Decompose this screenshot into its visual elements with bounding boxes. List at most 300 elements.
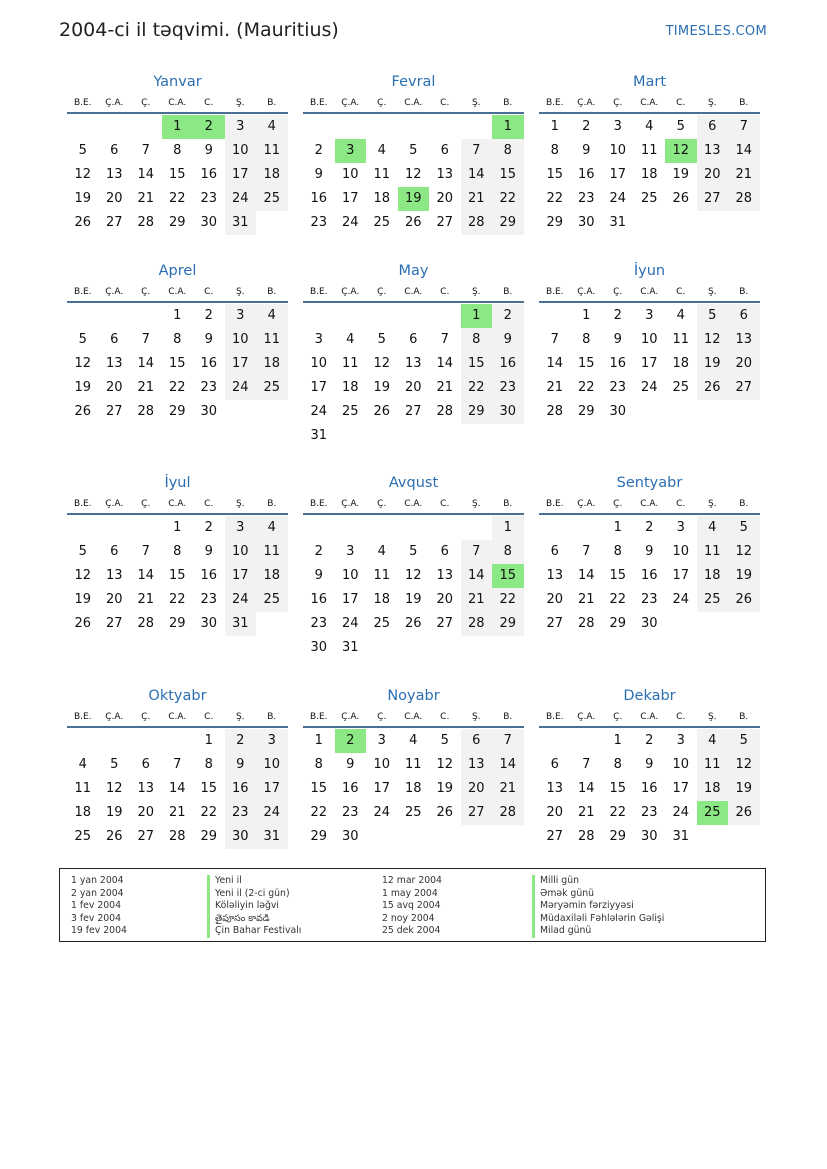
day-cell: 26: [672, 191, 690, 206]
day-cell: 19: [74, 191, 92, 206]
day-cell: 13: [137, 781, 155, 796]
day-cell: 25: [341, 404, 359, 419]
weekday-label: C.A.: [640, 287, 659, 297]
holiday-legend: [59, 868, 766, 942]
legend-date: 2 noy 2004: [382, 912, 435, 924]
day-cell: 12: [404, 568, 422, 583]
day-cell: 9: [204, 332, 213, 347]
day-cell: 17: [225, 163, 257, 187]
empty-cell: [335, 304, 367, 328]
day-grid: [539, 729, 760, 849]
day-cell: 30: [225, 825, 257, 849]
empty-cell: [398, 825, 430, 849]
day-cell: 21: [168, 805, 186, 820]
day-cell: 23: [310, 616, 328, 631]
day-cell: 30: [310, 640, 328, 655]
day-cell: 29: [168, 616, 186, 631]
day-cell: 7: [582, 757, 591, 772]
empty-cell: [256, 211, 288, 235]
day-cell: 3: [335, 139, 367, 163]
day-cell: 26: [436, 805, 454, 820]
weekday-label: Ç.: [613, 287, 623, 297]
weekday-header: [67, 710, 288, 728]
empty-cell: [67, 516, 99, 540]
day-cell: 9: [204, 143, 213, 158]
weekday-label: Ç.A.: [577, 499, 596, 509]
day-cell: 3: [314, 332, 323, 347]
day-cell: 16: [577, 167, 595, 182]
empty-cell: [728, 825, 760, 849]
day-cell: 3: [225, 516, 257, 540]
day-cell: 26: [728, 588, 760, 612]
weekday-label: Ş.: [471, 98, 481, 108]
empty-cell: [398, 304, 430, 328]
weekday-label: Ç.: [141, 287, 151, 297]
day-cell: 18: [74, 805, 92, 820]
day-cell: 11: [74, 781, 92, 796]
day-cell: 31: [225, 612, 257, 636]
month-6: [67, 473, 288, 636]
day-cell: 19: [398, 187, 430, 211]
day-cell: 27: [105, 616, 123, 631]
day-cell: 15: [492, 163, 524, 187]
day-cell: 26: [105, 829, 123, 844]
day-cell: 28: [492, 801, 524, 825]
day-cell: 20: [105, 191, 123, 206]
day-cell: 18: [256, 564, 288, 588]
day-cell: 19: [697, 352, 729, 376]
day-cell: 27: [461, 801, 493, 825]
day-cell: 2: [193, 115, 225, 139]
month-3: [67, 261, 288, 424]
day-cell: 18: [256, 163, 288, 187]
day-cell: 12: [373, 356, 391, 371]
weekday-label: C.: [676, 287, 686, 297]
day-cell: 19: [404, 592, 422, 607]
day-cell: 21: [137, 191, 155, 206]
empty-cell: [728, 612, 760, 636]
weekday-label: C.: [676, 98, 686, 108]
day-cell: 1: [314, 733, 323, 748]
empty-cell: [461, 516, 493, 540]
month-name: Dekabr: [623, 688, 676, 704]
day-cell: 5: [78, 143, 87, 158]
day-cell: 3: [256, 729, 288, 753]
day-cell: 16: [492, 352, 524, 376]
weekday-label: B.: [267, 712, 277, 722]
day-cell: 4: [377, 143, 386, 158]
weekday-label: Ş.: [707, 287, 717, 297]
day-cell: 21: [436, 380, 454, 395]
legend-holiday-name: Milad günü: [532, 925, 591, 938]
day-cell: 18: [404, 781, 422, 796]
empty-cell: [461, 825, 493, 849]
day-cell: 18: [672, 356, 690, 371]
legend-date: 1 may 2004: [382, 887, 438, 899]
day-cell: 20: [404, 380, 422, 395]
weekday-label: Ç.: [613, 499, 623, 509]
day-cell: 30: [609, 404, 627, 419]
day-cell: 2: [314, 544, 323, 559]
day-cell: 9: [225, 753, 257, 777]
day-cell: 22: [200, 805, 218, 820]
day-cell: 25: [640, 191, 658, 206]
day-cell: 29: [577, 404, 595, 419]
day-cell: 10: [672, 544, 690, 559]
empty-cell: [256, 400, 288, 424]
day-cell: 19: [74, 380, 92, 395]
day-cell: 16: [640, 568, 658, 583]
weekday-label: B.E.: [73, 287, 92, 297]
legend-holiday-name: Köləliyin ləğvi: [207, 900, 279, 913]
day-cell: 6: [728, 304, 760, 328]
day-cell: 4: [697, 729, 729, 753]
day-cell: 10: [256, 753, 288, 777]
legend-holiday-name: Yeni il (2-ci gün): [207, 888, 290, 901]
weekday-label: C.: [676, 712, 686, 722]
day-cell: 27: [546, 829, 564, 844]
month-10: [303, 686, 524, 849]
empty-cell: [366, 636, 398, 660]
day-cell: 21: [492, 777, 524, 801]
weekday-label: B.: [267, 98, 277, 108]
day-cell: 7: [141, 332, 150, 347]
weekday-header: [67, 497, 288, 515]
day-cell: 11: [672, 332, 690, 347]
empty-cell: [697, 612, 729, 636]
day-cell: 20: [137, 805, 155, 820]
day-cell: 25: [74, 829, 92, 844]
day-cell: 20: [105, 592, 123, 607]
weekday-label: C.: [440, 712, 450, 722]
day-cell: 28: [168, 829, 186, 844]
day-cell: 8: [314, 757, 323, 772]
empty-cell: [398, 516, 430, 540]
empty-cell: [697, 400, 729, 424]
day-cell: 25: [404, 805, 422, 820]
day-cell: 15: [168, 568, 186, 583]
day-cell: 26: [697, 376, 729, 400]
day-cell: 5: [409, 143, 418, 158]
day-cell: 25: [697, 588, 729, 612]
empty-cell: [429, 424, 461, 448]
weekday-label: Ç.A.: [105, 98, 124, 108]
day-cell: 4: [645, 119, 654, 134]
day-grid: [539, 516, 760, 636]
day-cell: 12: [105, 781, 123, 796]
weekday-label: B.: [739, 287, 749, 297]
weekday-label: Ç.A.: [105, 287, 124, 297]
day-cell: 14: [728, 139, 760, 163]
day-grid: [539, 115, 760, 235]
day-cell: 16: [609, 356, 627, 371]
day-cell: 4: [697, 516, 729, 540]
empty-cell: [99, 729, 131, 753]
month-4: [303, 261, 524, 448]
day-cell: 5: [110, 757, 119, 772]
day-cell: 12: [665, 139, 697, 163]
day-cell: 27: [105, 404, 123, 419]
day-cell: 10: [225, 139, 257, 163]
day-cell: 28: [137, 616, 155, 631]
weekday-header: [303, 710, 524, 728]
day-cell: 25: [672, 380, 690, 395]
month-name: İyul: [164, 475, 191, 491]
empty-cell: [366, 424, 398, 448]
weekday-label: Ç.A.: [577, 712, 596, 722]
weekday-label: Ş.: [235, 98, 245, 108]
day-cell: 29: [168, 215, 186, 230]
day-cell: 3: [377, 733, 386, 748]
weekday-label: Ş.: [235, 287, 245, 297]
day-cell: 1: [613, 520, 622, 535]
day-cell: 18: [341, 380, 359, 395]
month-2: [539, 72, 760, 235]
weekday-label: C.A.: [168, 287, 187, 297]
day-cell: 10: [341, 568, 359, 583]
month-1: [303, 72, 524, 235]
weekday-label: Ş.: [707, 98, 717, 108]
weekday-label: C.A.: [640, 712, 659, 722]
day-cell: 10: [373, 757, 391, 772]
weekday-label: C.: [440, 98, 450, 108]
empty-cell: [429, 825, 461, 849]
day-cell: 22: [461, 376, 493, 400]
weekday-label: B.E.: [545, 98, 564, 108]
empty-cell: [634, 400, 666, 424]
day-cell: 15: [168, 356, 186, 371]
day-cell: 6: [550, 757, 559, 772]
day-cell: 2: [314, 143, 323, 158]
day-cell: 9: [204, 544, 213, 559]
day-cell: 21: [728, 163, 760, 187]
day-grid: [303, 516, 524, 660]
day-cell: 14: [546, 356, 564, 371]
day-cell: 23: [609, 380, 627, 395]
day-cell: 17: [373, 781, 391, 796]
weekday-label: C.: [204, 98, 214, 108]
day-cell: 6: [440, 544, 449, 559]
weekday-label: B.: [739, 712, 749, 722]
day-cell: 7: [492, 729, 524, 753]
day-cell: 29: [609, 829, 627, 844]
day-cell: 8: [173, 143, 182, 158]
weekday-label: B.: [267, 499, 277, 509]
weekday-label: C.A.: [404, 499, 423, 509]
day-cell: 27: [436, 616, 454, 631]
day-cell: 10: [225, 540, 257, 564]
empty-cell: [398, 636, 430, 660]
month-name: Mart: [632, 74, 667, 90]
day-cell: 6: [461, 729, 493, 753]
month-8: [539, 473, 760, 636]
day-cell: 10: [225, 328, 257, 352]
day-cell: 11: [697, 753, 729, 777]
day-cell: 5: [78, 332, 87, 347]
day-cell: 18: [373, 191, 391, 206]
day-cell: 17: [256, 777, 288, 801]
weekday-label: Ç.A.: [341, 499, 360, 509]
month-name: Noyabr: [387, 688, 440, 704]
weekday-label: Ş.: [471, 712, 481, 722]
day-cell: 23: [640, 805, 658, 820]
day-cell: 8: [173, 332, 182, 347]
day-cell: 27: [728, 376, 760, 400]
day-cell: 2: [645, 520, 654, 535]
day-cell: 13: [697, 139, 729, 163]
empty-cell: [130, 115, 162, 139]
month-11: [539, 686, 760, 849]
weekday-label: B.: [739, 499, 749, 509]
day-cell: 4: [256, 304, 288, 328]
legend-holiday-name: Milli gün: [532, 875, 579, 888]
day-cell: 28: [461, 211, 493, 235]
day-cell: 1: [492, 516, 524, 540]
weekday-label: Ş.: [235, 712, 245, 722]
day-cell: 12: [74, 167, 92, 182]
day-cell: 7: [173, 757, 182, 772]
weekday-header: [303, 285, 524, 303]
day-cell: 7: [582, 544, 591, 559]
brand-link[interactable]: TIMESLES.COM: [665, 24, 767, 39]
day-cell: 28: [137, 215, 155, 230]
weekday-label: B.: [503, 287, 513, 297]
day-cell: 28: [436, 404, 454, 419]
day-cell: 11: [256, 328, 288, 352]
day-cell: 22: [492, 588, 524, 612]
weekday-header: [67, 96, 288, 114]
day-cell: 5: [409, 544, 418, 559]
month-name: Oktyabr: [148, 688, 207, 704]
day-cell: 22: [168, 380, 186, 395]
weekday-label: Ç.A.: [577, 98, 596, 108]
day-cell: 9: [582, 143, 591, 158]
day-cell: 20: [546, 592, 564, 607]
day-cell: 27: [436, 215, 454, 230]
day-cell: 3: [645, 308, 654, 323]
day-cell: 20: [461, 777, 493, 801]
day-cell: 9: [314, 568, 323, 583]
day-cell: 16: [200, 167, 218, 182]
day-cell: 5: [728, 516, 760, 540]
weekday-label: Ç.: [377, 98, 387, 108]
weekday-label: Ç.A.: [341, 712, 360, 722]
weekday-label: C.: [204, 287, 214, 297]
day-cell: 3: [225, 115, 257, 139]
day-cell: 11: [697, 540, 729, 564]
day-cell: 6: [141, 757, 150, 772]
day-cell: 11: [640, 143, 658, 158]
day-cell: 29: [492, 612, 524, 636]
weekday-header: [539, 96, 760, 114]
day-cell: 6: [440, 143, 449, 158]
day-cell: 30: [640, 829, 658, 844]
day-cell: 12: [74, 356, 92, 371]
empty-cell: [728, 400, 760, 424]
day-cell: 28: [728, 187, 760, 211]
day-cell: 14: [137, 167, 155, 182]
day-cell: 23: [200, 191, 218, 206]
weekday-header: [303, 497, 524, 515]
weekday-label: C.A.: [168, 499, 187, 509]
day-cell: 25: [256, 376, 288, 400]
weekday-label: Ş.: [707, 499, 717, 509]
day-cell: 18: [373, 592, 391, 607]
day-cell: 26: [74, 215, 92, 230]
weekday-label: Ş.: [707, 712, 717, 722]
day-cell: 14: [137, 356, 155, 371]
day-cell: 24: [225, 588, 257, 612]
day-cell: 8: [492, 139, 524, 163]
day-cell: 16: [640, 781, 658, 796]
day-cell: 4: [256, 516, 288, 540]
empty-cell: [225, 400, 257, 424]
empty-cell: [539, 729, 571, 753]
day-cell: 16: [200, 356, 218, 371]
weekday-label: B.: [503, 499, 513, 509]
month-name: Yanvar: [153, 74, 202, 90]
empty-cell: [67, 729, 99, 753]
day-cell: 3: [676, 733, 685, 748]
weekday-label: Ç.: [141, 98, 151, 108]
day-cell: 21: [137, 380, 155, 395]
day-cell: 26: [74, 616, 92, 631]
legend-holiday-name: Əmək günü: [532, 888, 594, 901]
day-cell: 11: [404, 757, 422, 772]
weekday-label: C.A.: [168, 98, 187, 108]
page-title: 2004-ci il təqvimi. (Mauritius): [59, 19, 339, 41]
day-cell: 13: [105, 167, 123, 182]
day-cell: 26: [404, 215, 422, 230]
day-cell: 4: [409, 733, 418, 748]
empty-cell: [67, 304, 99, 328]
weekday-label: B.: [739, 98, 749, 108]
day-cell: 13: [461, 753, 493, 777]
day-cell: 8: [204, 757, 213, 772]
weekday-label: B.E.: [309, 98, 328, 108]
empty-cell: [665, 612, 697, 636]
day-cell: 29: [168, 404, 186, 419]
day-cell: 22: [609, 592, 627, 607]
day-cell: 30: [200, 215, 218, 230]
day-cell: 2: [613, 308, 622, 323]
empty-cell: [728, 211, 760, 235]
empty-cell: [99, 516, 131, 540]
day-cell: 15: [609, 568, 627, 583]
day-cell: 28: [137, 404, 155, 419]
day-cell: 8: [461, 328, 493, 352]
day-cell: 6: [110, 544, 119, 559]
day-cell: 1: [582, 308, 591, 323]
month-0: [67, 72, 288, 235]
day-cell: 1: [173, 520, 182, 535]
empty-cell: [492, 424, 524, 448]
day-cell: 31: [256, 825, 288, 849]
day-cell: 7: [461, 139, 493, 163]
day-cell: 22: [168, 592, 186, 607]
day-cell: 12: [728, 753, 760, 777]
day-cell: 30: [492, 400, 524, 424]
weekday-label: B.E.: [309, 499, 328, 509]
day-cell: 20: [436, 191, 454, 206]
day-cell: 7: [550, 332, 559, 347]
empty-cell: [492, 825, 524, 849]
day-cell: 20: [105, 380, 123, 395]
weekday-label: Ç.A.: [105, 712, 124, 722]
day-cell: 1: [492, 115, 524, 139]
month-name: Sentyabr: [616, 475, 683, 491]
day-cell: 28: [577, 616, 595, 631]
